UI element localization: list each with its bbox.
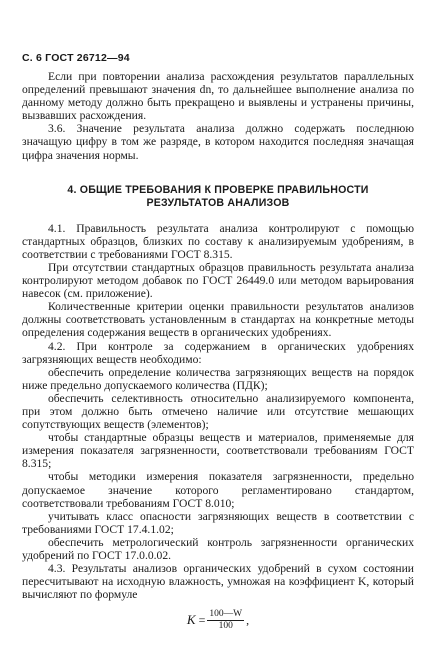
paragraph-3-6: 3.6. Значение результата анализа должно содержать последнюю значащую цифру в том же разряде, в котором находится последняя значащая цифра значения нормы. [22, 122, 414, 162]
list-item-standard-samples: чтобы стандартные образцы веществ и материалов, применяемые для измерения показателя загрязненности, соответствовали требованиям ГОСТ 8.315; [22, 431, 414, 471]
paragraph-no-standards: При отсутствии стандартных образцов правильность результата анализа контролируют методом добавок по ГОСТ 26449.0 или методом варьирования навесок (см. приложение). [22, 260, 414, 301]
paragraph-4-2: 4.2. При контроле за содержанием в органических удобрениях загрязняющих веществ необходимо: [22, 339, 414, 366]
paragraph-4-3: 4.3. Результаты анализов органических удобрений в сухом состоянии пересчитывают на исходную влажность, умножая на коэффициент K, который вычисляют по формуле [22, 562, 414, 602]
section-title-line1: 4. ОБЩИЕ ТРЕБОВАНИЯ К ПРОВЕРКЕ ПРАВИЛЬНОСТИ [67, 183, 369, 196]
list-item-hazard-class: учитывать класс опасности загрязняющих веществ в соответствии с требованиями ГОСТ 17.4.1.02; [22, 509, 414, 536]
list-item-methods: чтобы методики измерения показателя загрязненности, предельно допускаемое значение которого регламентировано стандартом, соответствовали требованиям ГОСТ 8.010; [22, 470, 414, 510]
paragraph-criteria: Количественные критерии оценки правильности результатов анализов должны соответствовать установленным в стандартах на конкретные методы определения содержания веществ в органических удобрениях. [22, 300, 414, 340]
formula-numerator: 100—W [209, 608, 243, 619]
list-item-detection: обеспечить определение количества загрязняющих веществ на порядок ниже предельно допускаемого количества (ПДК); [22, 365, 414, 392]
paragraph-4-1: 4.1. Правильность результата анализа контролируют с помощью стандартных образцов, близких по составу к анализируемым удобрениям, в соответствии с требованиями ГОСТ 8.315. [22, 221, 414, 261]
formula-equals: = [198, 612, 206, 627]
document-body [22, 70, 414, 635]
list-item-selectivity: обеспечить селективность относительно анализируемого компонента, при этом должно быть отмечено наличие или отсутствие мешающих сопутствующих веществ (элементов); [22, 391, 414, 432]
formula-fraction [207, 609, 244, 632]
spacer [22, 162, 414, 184]
list-item-metrology: обеспечить метрологический контроль загрязненности органических удобрений по ГОСТ 17.0.0.02. [22, 535, 414, 562]
formula-denominator: 100 [218, 620, 233, 631]
spacer [22, 210, 414, 222]
formula-suffix: , [246, 612, 250, 627]
paragraph-divergence: Если при повторении анализа расхождения результатов параллельных определений превышают значения dn, то дальнейшее выполнение анализа по данному методу должно быть прекращено и выявлены и устранены причины, вызвавших расхождения. [22, 70, 414, 123]
formula-lhs: K [186, 612, 196, 628]
formula-k [22, 605, 414, 635]
section-title-line2: РЕЗУЛЬТАТОВ АНАЛИЗОВ [146, 196, 290, 209]
page-header: С. 6 ГОСТ 26712—94 [22, 52, 130, 64]
